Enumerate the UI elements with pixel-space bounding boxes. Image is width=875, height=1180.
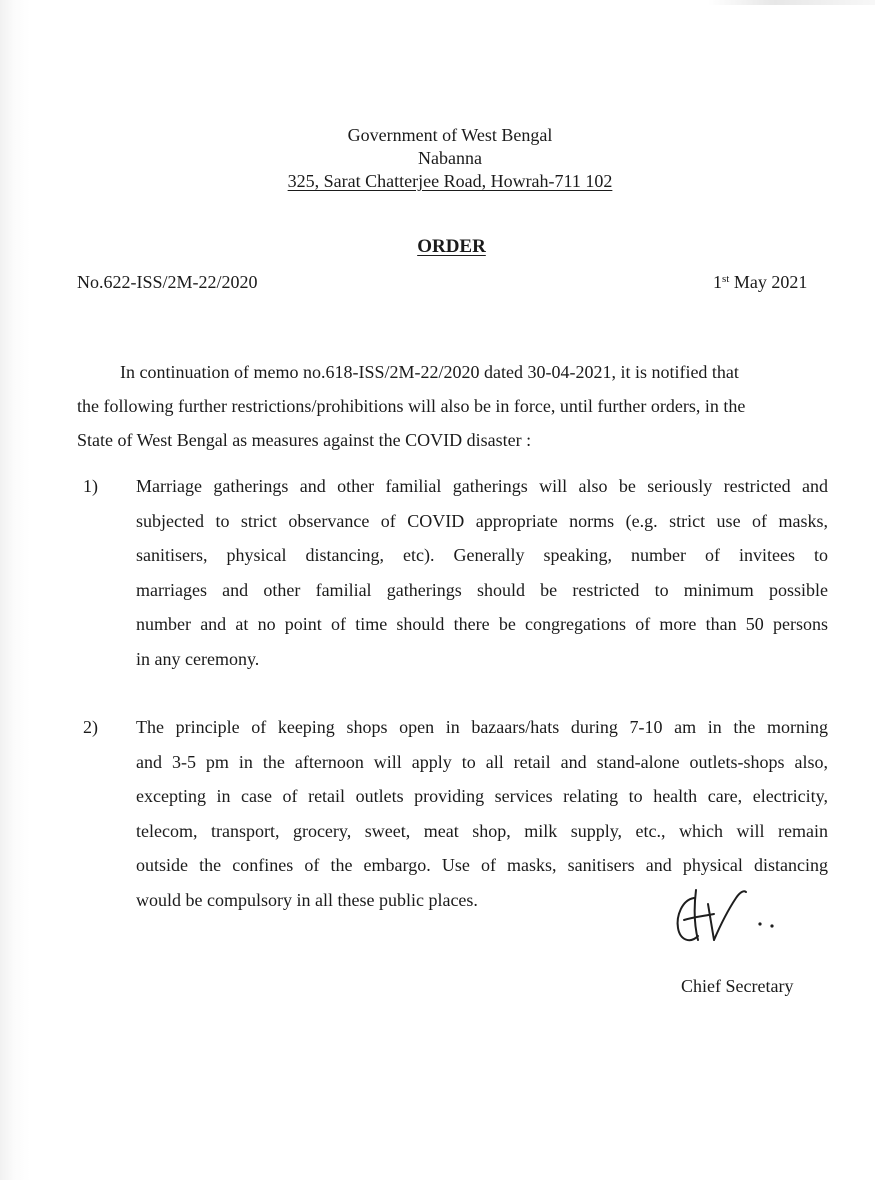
item-line: The principle of keeping shops open in bazaars/hats during 7-10 am in the morning [136, 717, 828, 737]
order-item-1 [77, 469, 829, 679]
item-number: 1) [83, 476, 98, 496]
item-body [136, 469, 828, 676]
order-date [713, 272, 807, 293]
date-month-year: May 2021 [729, 272, 808, 292]
letterhead-address: 325, Sarat Chatterjee Road, Howrah-711 102 [287, 171, 613, 191]
signatory-title: Chief Secretary [681, 976, 794, 996]
item-line: outside the confines of the embargo. Use of masks, sanitisers and physical distancing [136, 855, 828, 875]
intro-paragraph [77, 355, 827, 457]
item-line: Marriage gatherings and other familial gatherings will also be seriously restricted and [136, 476, 828, 496]
date-suffix: st [722, 273, 730, 285]
reference-number: No.622-ISS/2M-22/2020 [77, 272, 258, 292]
item-line: number and at no point of time should there be congregations of more than 50 persons [136, 614, 828, 634]
letterhead-government: Government of West Bengal [347, 125, 553, 145]
order-title: ORDER [417, 236, 486, 257]
item-line: telecom, transport, grocery, sweet, meat shop, milk supply, etc., which will remain [136, 820, 828, 841]
date-day: 1 [713, 272, 722, 292]
scan-edge-mark [708, 0, 875, 5]
handwritten-signature [672, 884, 792, 954]
item-number: 2) [83, 717, 98, 737]
letterhead [0, 124, 875, 193]
item-line: subjected to strict observance of COVID appropriate norms (e.g. strict use of masks, [136, 510, 828, 531]
letterhead-building: Nabanna [418, 148, 482, 168]
intro-line: State of West Bengal as measures against the COVID disaster : [77, 430, 532, 450]
item-line: would be compulsory in all these public places. [136, 889, 478, 910]
item-line: in any ceremony. [136, 648, 260, 669]
intro-line: the following further restrictions/prohibitions will also be in force, until further orders, in the [77, 396, 746, 416]
item-line: excepting in case of retail outlets providing services relating to health care, electricity, [136, 786, 828, 806]
intro-line: In continuation of memo no.618-ISS/2M-22/2020 dated 30-04-2021, it is notified that [120, 362, 739, 382]
item-line: sanitisers, physical distancing, etc). Generally speaking, number of invitees to [136, 545, 828, 565]
item-line: and 3-5 pm in the afternoon will apply to all retail and stand-alone outlets-shops also, [136, 751, 828, 772]
item-line: marriages and other familial gatherings should be restricted to minimum possible [136, 579, 828, 600]
